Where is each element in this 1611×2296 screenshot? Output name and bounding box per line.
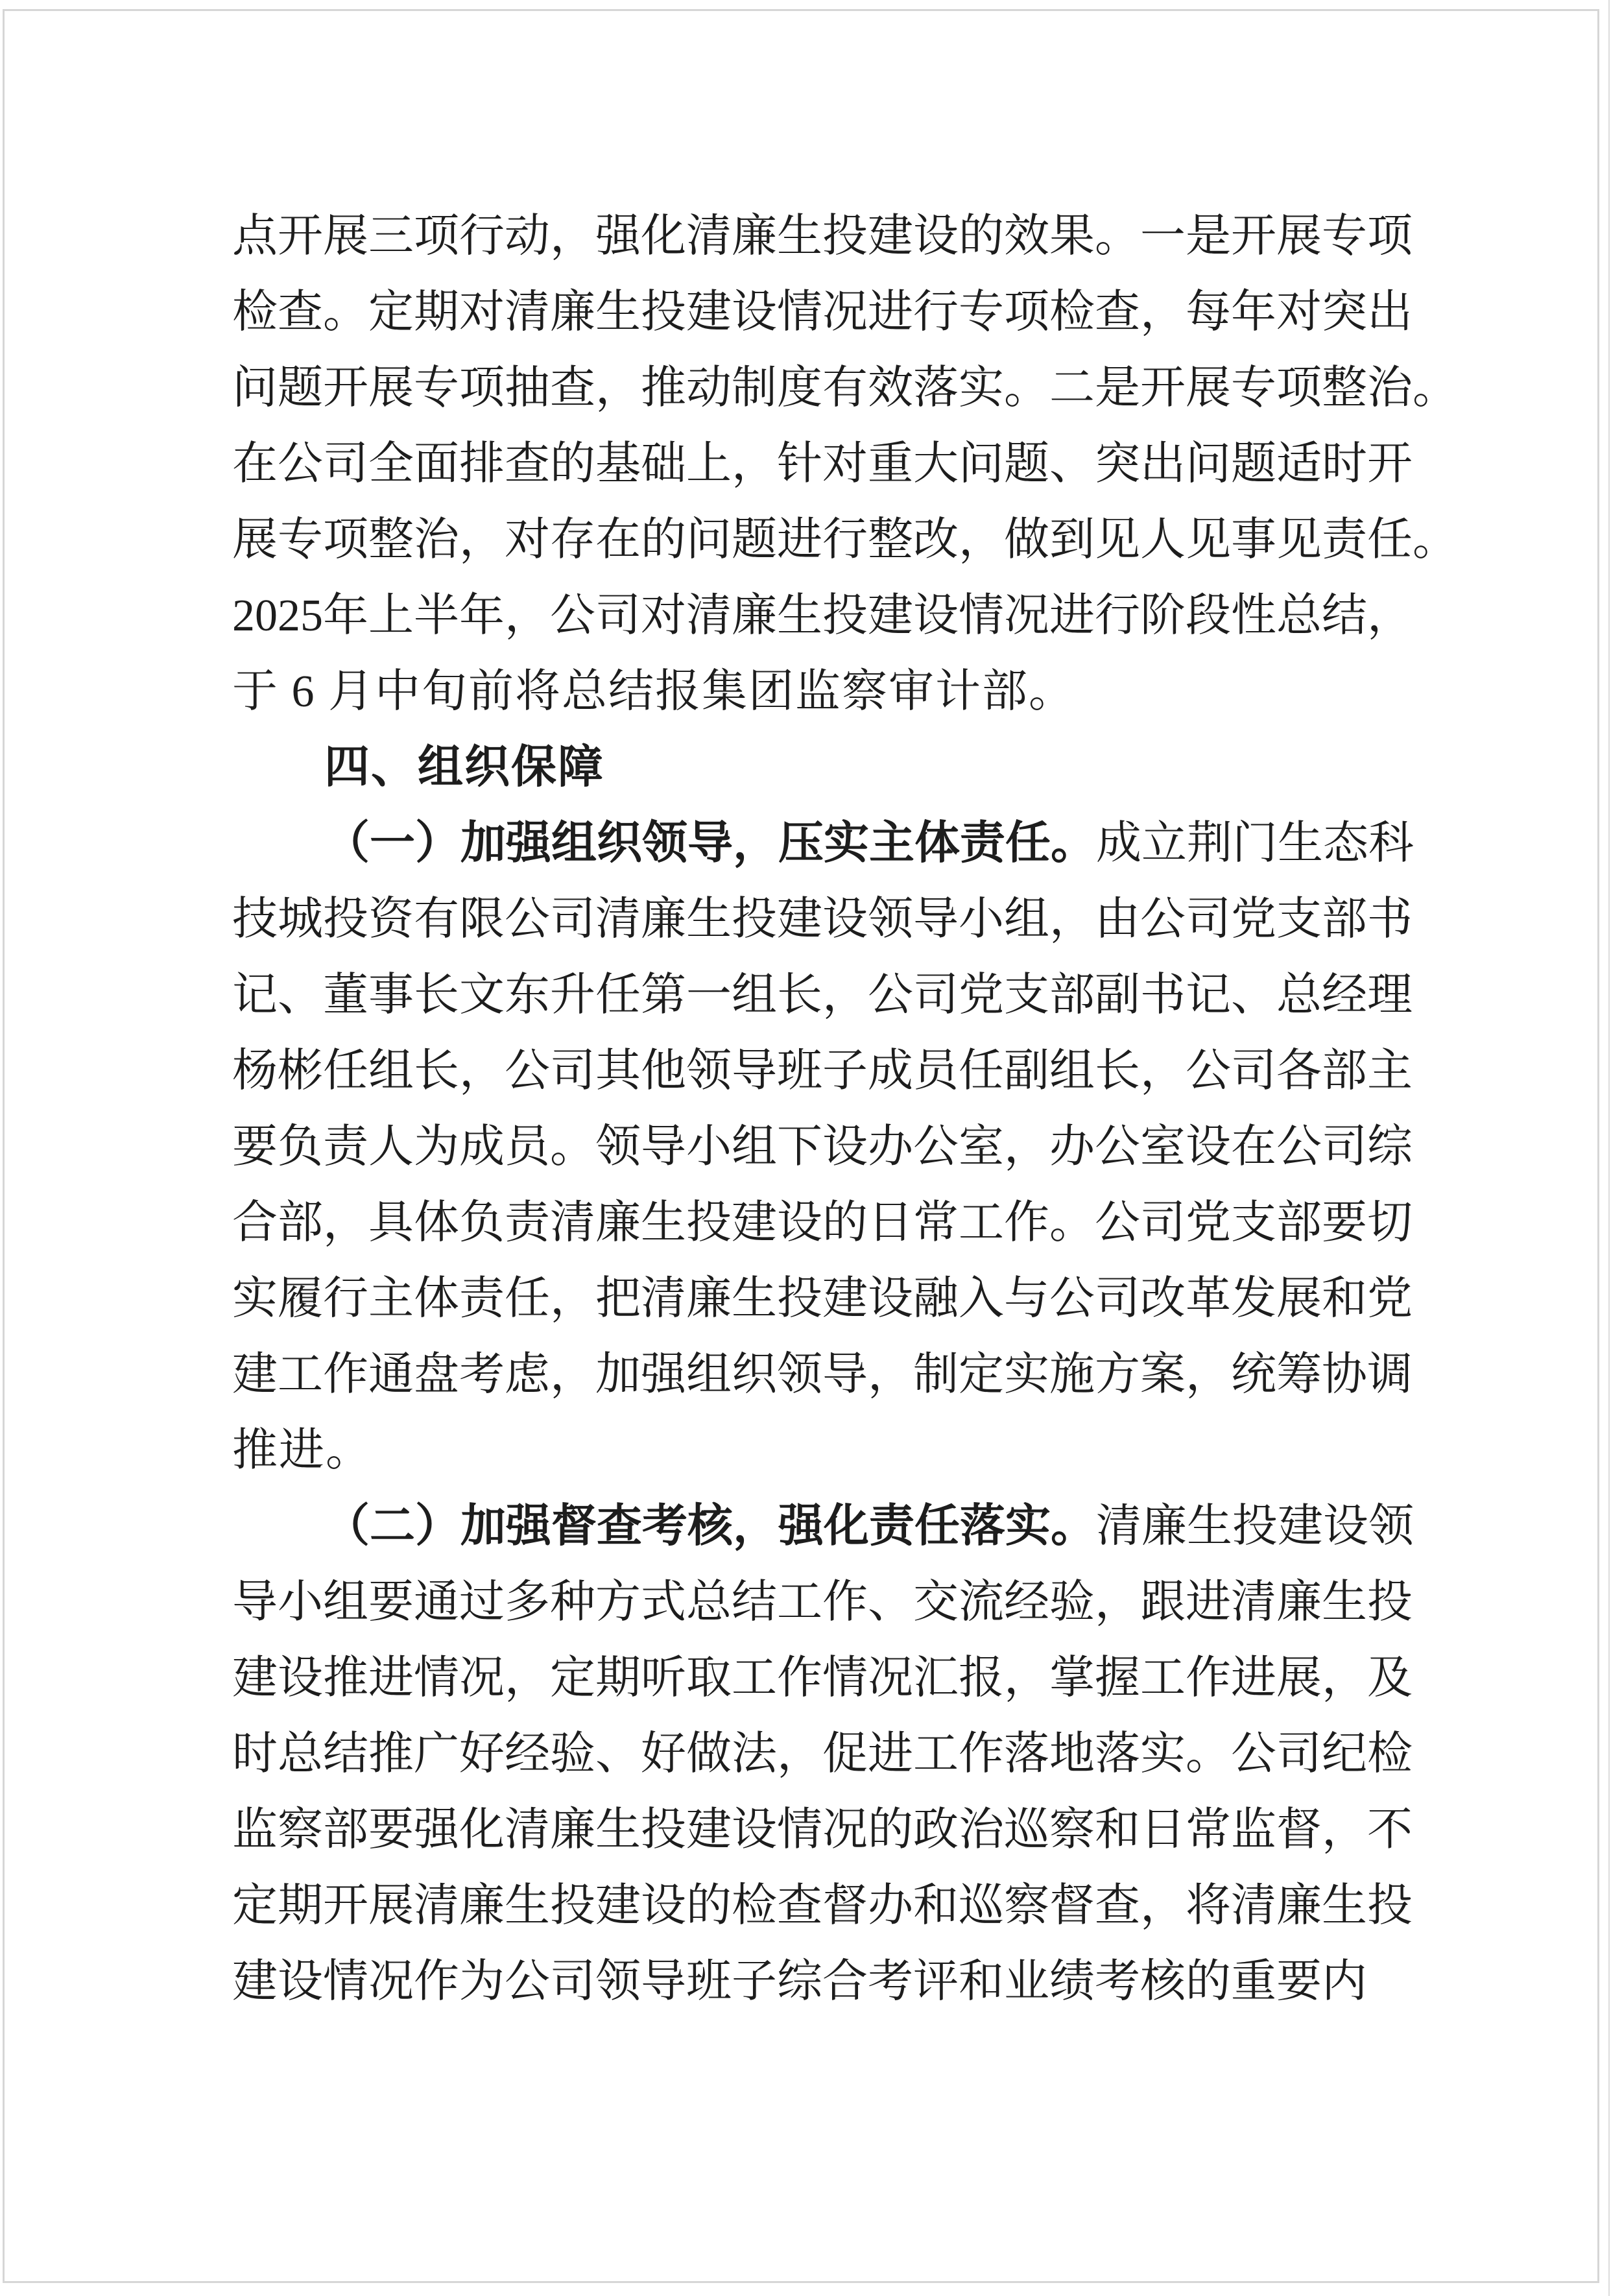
text-line: 实 履 行 主 体 责 任 ， 把 清 廉 生 投 建 设 融 入 与 公 司 改 革 发 展 和 党 [232, 1274, 1413, 1324]
text-line: 导 小 组 要 通 过 多 种 方 式 总 结 工 作 、 交 流 经 验 ， 跟 进 清 廉 生 投 [232, 1577, 1413, 1627]
text-line: 问 题 开 展 专 项 抽 查 ， 推 动 制 度 有 效 落 实 。 二 是 开 展 专 项 整 治 。 [232, 363, 1458, 413]
page-right-edge-line [1608, 0, 1610, 2296]
text-line: 在 公 司 全 面 排 查 的 基 础 上 ， 针 对 重 大 问 题 、 突 出 问 题 适 时 开 [232, 439, 1413, 489]
text-line: 定 期 开 展 清 廉 生 投 建 设 的 检 查 督 办 和 巡 察 督 查 ， 将 清 廉 生 投 [232, 1881, 1413, 1931]
text-line: 杨 彬 任 组 长 ， 公 司 其 他 领 导 班 子 成 员 任 副 组 长 ， 公 司 各 部 主 [232, 1046, 1413, 1096]
text-line: 时 总 结 推 广 好 经 验 、 好 做 法 ， 促 进 工 作 落 地 落 实 。 公 司 纪 检 [232, 1729, 1413, 1779]
text-line: 建 设 情 况 作 为 公 司 领 导 班 子 综 合 考 评 和 业 绩 考 核 的 重 要 内 [232, 1957, 1367, 2007]
text-line: 技 城 投 资 有 限 公 司 清 廉 生 投 建 设 领 导 小 组 ， 由 公 司 党 支 部 书 [232, 894, 1413, 944]
text-line: 2 0 2 5 年 上 半 年 ， 公 司 对 清 廉 生 投 建 设 情 况 进 行 阶 段 性 总 结 ， [232, 591, 1413, 641]
text-line: 点 开 展 三 项 行 动 ， 强 化 清 廉 生 投 建 设 的 效 果 。 一 是 开 展 专 项 [232, 211, 1413, 261]
section-heading-text: 四、组织保障 [324, 743, 604, 793]
paragraph-lead-line: （ 二 ） 加 强 督 查 考 核 ， 强 化 责 任 落 实 。 清 廉 生 投 建 设 领 [324, 1501, 1414, 1551]
line-text-segment: 于 6 月中旬前将总结报集团监察审计部。 [232, 667, 1075, 717]
text-line: 建 工 作 通 盘 考 虑 ， 加 强 组 织 领 导 ， 制 定 实 施 方 案 ， 统 筹 协 调 [232, 1350, 1413, 1400]
text-line: 记 、 董 事 长 文 东 升 任 第 一 组 长 ， 公 司 党 支 部 副 书 记 、 总 经 理 [232, 970, 1413, 1020]
text-line: 要 负 责 人 为 成 员 。 领 导 小 组 下 设 办 公 室 ， 办 公 室 设 在 公 司 综 [232, 1122, 1413, 1172]
paragraph-lead-line: （ 一 ） 加 强 组 织 领 导 ， 压 实 主 体 责 任 。 成 立 荆 门 生 态 科 [324, 819, 1414, 868]
document-text-block [232, 198, 1458, 2020]
text-line-paragraph-end [232, 1413, 1339, 1489]
line-text-segment: 推进。 [232, 1426, 372, 1476]
text-line: 监 察 部 要 强 化 清 廉 生 投 建 设 情 况 的 政 治 巡 察 和 日 常 监 督 ， 不 [232, 1805, 1413, 1855]
text-line: 建 设 推 进 情 况 ， 定 期 听 取 工 作 情 况 汇 报 ， 掌 握 工 作 进 展 ， 及 [232, 1653, 1413, 1703]
text-line: 展 专 项 整 治 ， 对 存 在 的 问 题 进 行 整 改 ， 做 到 见 人 见 事 见 责 任 。 [232, 515, 1458, 565]
section-heading-line [232, 730, 1339, 806]
text-line: 检 查 。 定 期 对 清 廉 生 投 建 设 情 况 进 行 专 项 检 查 ， 每 年 对 突 出 [232, 287, 1413, 337]
text-line-paragraph-end [232, 654, 1339, 730]
text-line: 合 部 ， 具 体 负 责 清 廉 生 投 建 设 的 日 常 工 作 。 公 司 党 支 部 要 切 [232, 1198, 1413, 1248]
